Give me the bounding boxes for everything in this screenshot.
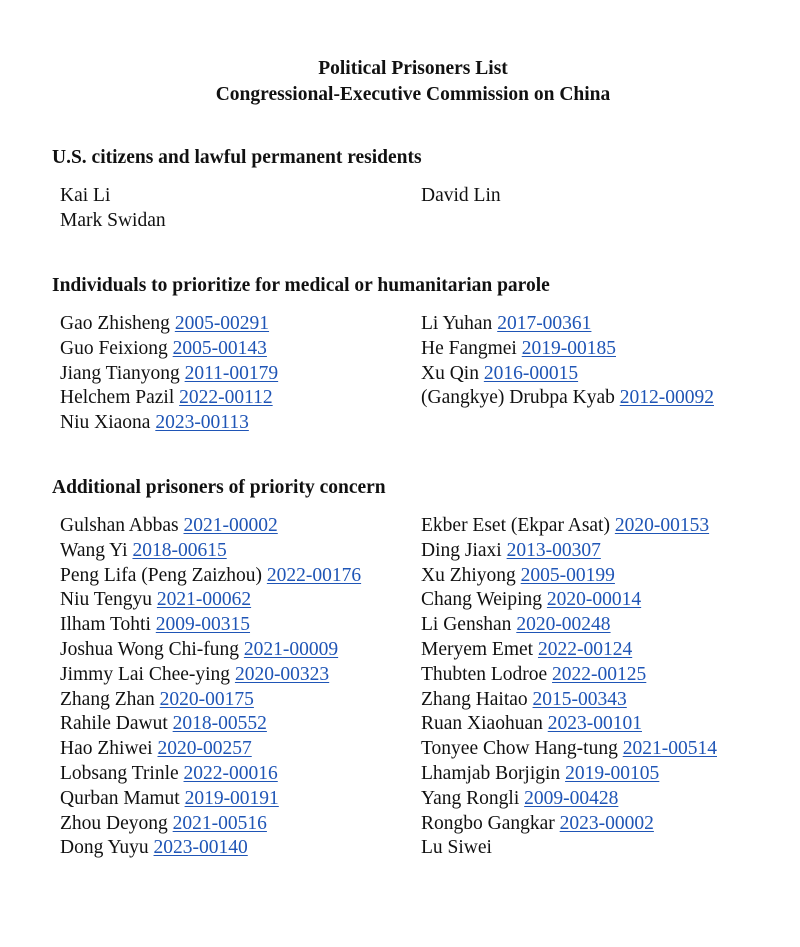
prisoner-name: Ekber Eset (Ekpar Asat): [421, 515, 610, 536]
prisoner-entry: [60, 787, 361, 812]
prisoner-entry: [60, 688, 361, 713]
prisoner-entry: [421, 787, 717, 812]
prisoner-entry: [60, 184, 166, 209]
prisoner-entry: [60, 337, 278, 362]
priority-concern-left-column: [60, 514, 361, 861]
prisoner-name: Thubten Lodroe: [421, 663, 548, 685]
prisoner-record-link[interactable]: 2019-00105: [565, 762, 660, 784]
prisoner-name: Meryem Emet: [421, 638, 534, 660]
prisoner-record-link[interactable]: 2019-00191: [184, 787, 279, 809]
prisoner-name: Xu Qin: [421, 362, 479, 384]
prisoner-record-link[interactable]: 2020-00175: [159, 688, 254, 710]
prisoner-name: Lu Siwei: [421, 837, 492, 859]
prisoner-entry: [421, 613, 717, 638]
prisoner-record-link[interactable]: 2018-00552: [172, 713, 267, 735]
prisoner-record-link[interactable]: 2022-00176: [266, 564, 362, 586]
prisoner-record-link[interactable]: 2023-00140: [153, 837, 248, 859]
prisoner-name: Ilham Tohti: [60, 614, 151, 636]
prisoner-name: Jimmy Lai Chee-ying: [60, 663, 231, 685]
prisoner-entry: [60, 663, 361, 688]
prisoner-record-link[interactable]: 2017-00361: [497, 313, 592, 334]
prisoner-name: Gulshan Abbas: [60, 515, 179, 536]
prisoner-record-link[interactable]: 2021-00514: [622, 738, 717, 760]
prisoner-name: Chang Weiping: [421, 589, 543, 611]
prisoner-record-link[interactable]: 2020-00323: [234, 663, 330, 685]
prisoner-entry: [60, 737, 361, 762]
prisoner-name: Wang Yi: [60, 539, 128, 561]
prisoner-entry: [421, 386, 714, 411]
prisoner-entry: [421, 688, 717, 713]
prisoner-name: Lobsang Trinle: [60, 762, 179, 784]
prisoner-entry: [60, 362, 278, 387]
prisoner-entry: [421, 712, 717, 737]
prisoner-record-link[interactable]: 2020-00014: [546, 589, 642, 611]
priority-concern-right-column: [421, 514, 717, 861]
prisoner-entry: [421, 762, 717, 787]
prisoner-entry: [421, 184, 501, 209]
prisoner-entry: [60, 613, 361, 638]
prisoner-name: Ding Jiaxi: [421, 539, 502, 561]
prisoner-entry: [421, 588, 717, 613]
prisoner-record-link[interactable]: 2022-00125: [552, 663, 647, 685]
prisoner-record-link[interactable]: 2019-00185: [521, 337, 616, 359]
prisoner-name: Niu Xiaona: [60, 412, 151, 434]
prisoner-name: Yang Rongli: [421, 787, 520, 809]
prisoner-name: Zhang Zhan: [60, 688, 155, 710]
prisoner-entry: [60, 836, 361, 861]
prisoner-record-link[interactable]: 2011-00179: [184, 362, 279, 384]
prisoner-name: Rongbo Gangkar: [421, 812, 555, 834]
prisoner-entry: [421, 663, 717, 688]
prisoner-record-link[interactable]: 2022-00016: [183, 762, 278, 784]
prisoner-entry: [60, 514, 361, 539]
prisoner-record-link[interactable]: 2016-00015: [483, 362, 579, 384]
prisoner-record-link[interactable]: 2005-00143: [172, 337, 267, 359]
prisoner-name: Helchem Pazil: [60, 387, 175, 409]
prisoner-entry: [60, 638, 361, 663]
prisoner-record-link[interactable]: 2020-00153: [614, 515, 710, 536]
prisoner-entry: [421, 812, 717, 837]
prisoner-record-link[interactable]: 2023-00101: [547, 713, 642, 735]
prisoner-name: Ruan Xiaohuan: [421, 713, 543, 735]
prisoner-name: Zhou Deyong: [60, 812, 168, 834]
document-header: [0, 56, 800, 108]
prisoner-name: (Gangkye) Drubpa Kyab: [421, 387, 615, 409]
prisoner-record-link[interactable]: 2021-00062: [156, 589, 252, 611]
prisoner-name: He Fangmei: [421, 337, 517, 359]
prisoner-entry: [421, 836, 717, 861]
prisoner-name: Jiang Tianyong: [60, 362, 180, 384]
prisoner-record-link[interactable]: 2021-00002: [183, 515, 278, 536]
prisoner-entry: [60, 762, 361, 787]
prisoner-entry: [60, 812, 361, 837]
prisoner-name: Joshua Wong Chi-fung: [60, 638, 239, 660]
prisoner-name: Dong Yuyu: [60, 837, 149, 859]
document-subtitle: Congressional-Executive Commission on China: [215, 84, 611, 105]
prisoner-entry: [60, 588, 361, 613]
prisoner-record-link[interactable]: 2012-00092: [619, 387, 714, 409]
prisoner-entry: [60, 539, 361, 564]
prisoner-name: Guo Feixiong: [60, 337, 168, 359]
prisoner-name: Rahile Dawut: [60, 713, 168, 735]
prisoner-entry: [421, 638, 717, 663]
prisoner-record-link[interactable]: 2013-00307: [506, 539, 601, 561]
prisoner-name: Hao Zhiwei: [60, 738, 153, 760]
prisoner-entry: [421, 514, 717, 539]
prisoner-record-link[interactable]: 2005-00291: [174, 313, 270, 334]
prisoner-entry: [421, 737, 717, 762]
prisoner-name: Peng Lifa (Peng Zaizhou): [60, 564, 262, 586]
prisoner-name: Qurban Mamut: [60, 787, 180, 809]
prisoner-entry: [60, 312, 278, 337]
document-title: Political Prisoners List: [318, 58, 508, 79]
prisoner-record-link[interactable]: 2022-00112: [179, 387, 273, 409]
prisoner-record-link[interactable]: 2018-00615: [132, 539, 227, 561]
prisoner-name: Gao Zhisheng: [60, 313, 170, 334]
prisoner-entry: [421, 337, 714, 362]
us-citizens-right-column: [421, 184, 501, 209]
prisoner-record-link[interactable]: 2021-00009: [243, 638, 339, 660]
prisoner-name: Li Genshan: [421, 614, 512, 636]
parole-left-column: [60, 312, 278, 436]
prisoner-record-link[interactable]: 2023-00002: [559, 812, 654, 834]
section-heading-parole: Individuals to prioritize for medical or humanitarian parole: [52, 275, 550, 296]
prisoner-record-link[interactable]: 2020-00248: [516, 614, 611, 636]
prisoner-record-link[interactable]: 2021-00516: [172, 812, 267, 834]
prisoner-record-link[interactable]: 2015-00343: [532, 688, 627, 710]
prisoner-entry: [421, 539, 717, 564]
prisoner-entry: [421, 312, 714, 337]
prisoner-name: David Lin: [421, 185, 501, 206]
prisoner-record-link[interactable]: 2022-00124: [537, 638, 633, 660]
prisoner-entry: [60, 386, 278, 411]
section-heading-us-citizens: U.S. citizens and lawful permanent residents: [52, 147, 422, 168]
parole-right-column: [421, 312, 714, 411]
prisoner-name: Mark Swidan: [60, 209, 166, 231]
prisoner-name: Niu Tengyu: [60, 589, 152, 611]
prisoner-record-link[interactable]: 2009-00315: [155, 614, 251, 636]
prisoner-name: Tonyee Chow Hang-tung: [421, 738, 618, 760]
section-heading-priority-concern: Additional prisoners of priority concern: [52, 477, 386, 498]
prisoner-entry: [60, 209, 166, 234]
prisoner-name: Xu Zhiyong: [421, 564, 516, 586]
prisoner-name: Zhang Haitao: [421, 688, 528, 710]
prisoner-entry: [421, 362, 714, 387]
prisoner-entry: [421, 564, 717, 589]
us-citizens-left-column: [60, 184, 166, 234]
prisoner-entry: [60, 411, 278, 436]
prisoner-entry: [60, 564, 361, 589]
prisoner-record-link[interactable]: 2009-00428: [524, 787, 619, 809]
prisoner-entry: [60, 712, 361, 737]
prisoner-record-link[interactable]: 2020-00257: [157, 738, 252, 760]
prisoner-record-link[interactable]: 2023-00113: [155, 412, 249, 434]
prisoner-name: Li Yuhan: [421, 313, 493, 334]
prisoner-name: Lhamjab Borjigin: [421, 762, 561, 784]
prisoner-name: Kai Li: [60, 185, 111, 206]
prisoner-record-link[interactable]: 2005-00199: [520, 564, 615, 586]
